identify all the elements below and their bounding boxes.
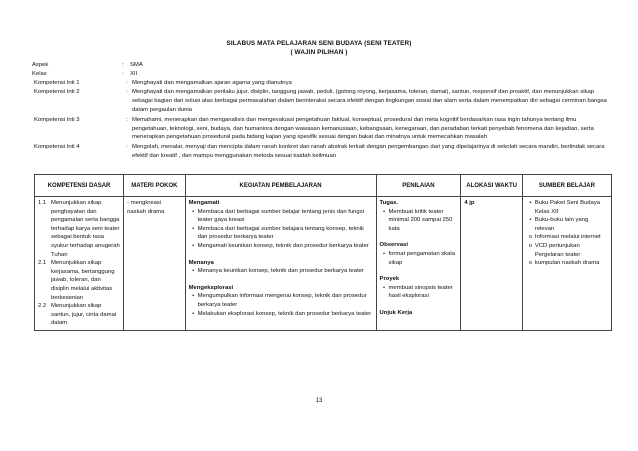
kelas-row: Kelas : XII <box>32 70 610 79</box>
header-materi-pokok: MATERI POKOK <box>124 175 186 197</box>
bullet-icon: • <box>382 284 386 291</box>
bullet-icon: • <box>192 310 195 317</box>
list-item: o VCD pertunjukan Pergelaran teater <box>526 242 608 259</box>
document-subtitle: ( WAJIN PILIHAN ) <box>290 49 348 56</box>
ki-label: Kompetensi Inti 2 <box>34 89 80 96</box>
proyek-heading: Proyek <box>379 276 400 283</box>
document-title: SILABUS MATA PELAJARAN SENI BUDAYA (SENI TEATER) <box>226 40 412 47</box>
list-item: • Melakukan eksplorasi konsep, teknik dan prosedur berkarya teater <box>189 310 373 319</box>
kd-item: 2.1 Menunjukkan sikap kerjasama, bertanggung jawab, toleran, dan disiplin melalui aktivitas berkesenian <box>38 260 115 301</box>
ki-row-2: Kompetensi Inti 2 : Menghayati dan mengamalkan perilaku jujur, disiplin, tanggung jawab, peduli, (gotong royong, kerjasama, toleran, damai), santun, responsif dan proaktif, dan menunjukkan sikap sebagai bagian dari solusi atas berbagai permasalahan dalam berinteraksi secara efektif dengan lingkungan sosial dan alam serta dalam menempatkan diri sebagai cerminan bangsa dalam pergaulan dunia <box>32 88 610 114</box>
kd-item: 2.2 Menunjukkan sikap santun, jujur, cinta damai dalam <box>38 303 117 327</box>
aspek-value: SMA <box>130 62 143 68</box>
page-number: 13 <box>315 398 323 404</box>
ki-row-4: Kompetensi Inti 4 : Mengolah, menalar, menyaji dan mencipta dalam ranah konkret dan ranah abstrak terkait dengan pengembangan dari yang dipelajarinya di sekolah secara mandiri, bertindak secara efektif dan kreatif , dan mampu menggunakan metoda sesuai kaidah keilmuan <box>32 143 610 161</box>
ki-row-1: Kompetensi Inti 1 : Menghayati dan mengamalkan ajaran agama yang dianutnya <box>32 79 610 88</box>
penilaian-cell <box>376 197 461 331</box>
list-item: • format pengamatan skala sikap <box>380 250 458 267</box>
bullet-icon: • <box>529 217 532 224</box>
ki-row-3: Kompetensi Inti 3 : Memahami, menerapkan dan menganalisis dan mengevaluasi pengetahuan faktual, konseptual, prosedural dan meta kognitif berdasarkan rasa ingin tahunya tentang ilmu pengetahuan, teknologi, seni, budaya, dan humaniora dengan wawasan kemanusiaan, kebangsaan, kenegaraan, dan peradaban terkait penyebab fenomena dan kejadian, serta menerapkan pengetahuan prosedural pada bidang kajian yang spesifik sesuai dengan bakat dan minatnya untuk memecahkan masalah <box>32 116 610 142</box>
circle-bullet-icon: o <box>528 242 533 249</box>
header-kompetensi-dasar: KOMPETENSI DASAR <box>35 175 124 197</box>
bullet-icon: • <box>192 268 195 275</box>
bullet-icon: • <box>382 208 386 215</box>
header-alokasi-waktu: ALOKASI WAKTU <box>461 175 523 197</box>
observasi-heading: Observasi <box>379 242 409 249</box>
list-item: o kumpulan naskah drama <box>526 259 608 268</box>
tugas-heading: Tugas. <box>379 200 399 206</box>
alokasi-waktu-cell: 4 jp <box>461 197 523 331</box>
mengamati-heading: Mengamati <box>188 200 220 206</box>
aspek-row: Aspek : SMA <box>32 61 610 70</box>
list-item: • Membuat kritik teater minimal 200 sampai 250 kata <box>380 208 458 234</box>
list-item: • Membaca dari berbagai sumber belajar tentang jenis dan fungsi teater gaya kreasi <box>189 208 373 225</box>
ki-label: Kompetensi Inti 4 <box>34 144 80 151</box>
bullet-icon: • <box>192 293 195 300</box>
list-item: o Informasi melalui internet <box>526 233 608 242</box>
bullet-icon: • <box>382 250 386 257</box>
aspek-label: Aspek <box>32 62 49 68</box>
kompetensi-dasar-cell <box>35 197 124 331</box>
ki-label: Kompetensi Inti 1 <box>34 79 80 86</box>
circle-bullet-icon: o <box>528 234 533 241</box>
info-block <box>32 61 610 162</box>
list-item: • Menanya keunikan konsep, teknik dan prosedur berkarya teater <box>189 267 373 276</box>
kd-item: 1.1 Menunjukkan sikap penghayatan dan pengamalan serta bangga terhadap karya seni teater sebagai bentuk rasa syukur terhadap anugerah Tuhan <box>38 200 120 258</box>
bullet-icon: • <box>192 208 195 215</box>
list-item: • Buku-buku lain yang relevan <box>526 216 608 233</box>
kelas-value: XII <box>130 70 138 77</box>
list-item: • Mengumpulkan informasi mengenai konsep, teknik dan prosedur berkarya teater <box>189 292 373 309</box>
list-item: • Buku Paket Seni Budaya Kelas XII <box>526 199 608 216</box>
bullet-icon: • <box>192 225 195 232</box>
sumber-belajar-cell <box>522 197 611 331</box>
header-sumber-belajar: SUMBER BELAJAR <box>522 175 611 197</box>
mengeksplorasi-heading: Mengeksplorasi <box>188 284 234 291</box>
ki-text: Memahami, menerapkan dan menganalisis dan mengevaluasi pengetahuan faktual, konseptual, prosedural dan meta kognitif berdasarkan rasa ingin tahunya tentang ilmu pengetahuan, teknologi, seni, budaya, dan humaniora dengan wawasan kemanusiaan, kebangsaan, kenegaraan, dan peradaban terkait penyebab fenomena dan kejadian, serta menerapkan pengetahuan prosedural pada bidang kajian yang spesifik sesuai dengan bakat dan minatnya untuk memecahkan masalah <box>132 116 594 141</box>
bullet-icon: • <box>192 242 195 249</box>
syllabus-table <box>34 174 612 331</box>
bullet-icon: • <box>529 200 532 206</box>
header-penilaian: PENILAIAN <box>376 175 461 197</box>
materi-pokok-cell: - mengkreasi naskah drama <box>124 197 186 331</box>
header-kegiatan-pembelajaran: KEGIATAN PEMBELAJARAN <box>185 175 376 197</box>
kelas-label: Kelas <box>32 70 47 77</box>
list-item: • membuat sinopsis teater hasil eksplorasi <box>380 284 458 301</box>
unjuk-kerja-heading: Unjuk Kerja <box>379 309 413 316</box>
circle-bullet-icon: o <box>528 260 533 267</box>
ki-text: Menghayati dan mengamalkan perilaku jujur, disiplin, tanggung jawab, peduli, (gotong royong, kerjasama, toleran, damai), santun, responsif dan proaktif, dan menunjukkan sikap sebagai bagian dari solusi atas berbagai permasalahan dalam berinteraksi secara efektif dengan lingkungan sosial dan alam serta dalam menempatkan diri sebagai cerminan bangsa dalam pergaulan dunia <box>132 89 607 113</box>
kegiatan-cell <box>185 197 376 331</box>
list-item: • Membaca dari berbagai sumber belajara tentang konsep, teknik dan prosedur berkarya teater <box>189 225 373 242</box>
ki-text: Mengolah, menalar, menyaji dan mencipta dalam ranah konkret dan ranah abstrak terkait dengan pengembangan dari yang dipelajarinya di sekolah secara mandiri, bertindak secara efektif dan kreatif , dan mampu menggunakan metoda sesuai kaidah keilmuan <box>132 144 605 159</box>
list-item: • Mengamati keunikan konsep, teknik dan prosedur berkarya teater <box>189 242 373 251</box>
table-header-row <box>35 175 612 197</box>
ki-text: Menghayati dan mengamalkan ajaran agama yang dianutnya <box>132 79 292 86</box>
table-row <box>35 197 612 331</box>
menanya-heading: Menanya <box>188 259 214 266</box>
ki-label: Kompetensi Inti 3 <box>34 116 80 123</box>
